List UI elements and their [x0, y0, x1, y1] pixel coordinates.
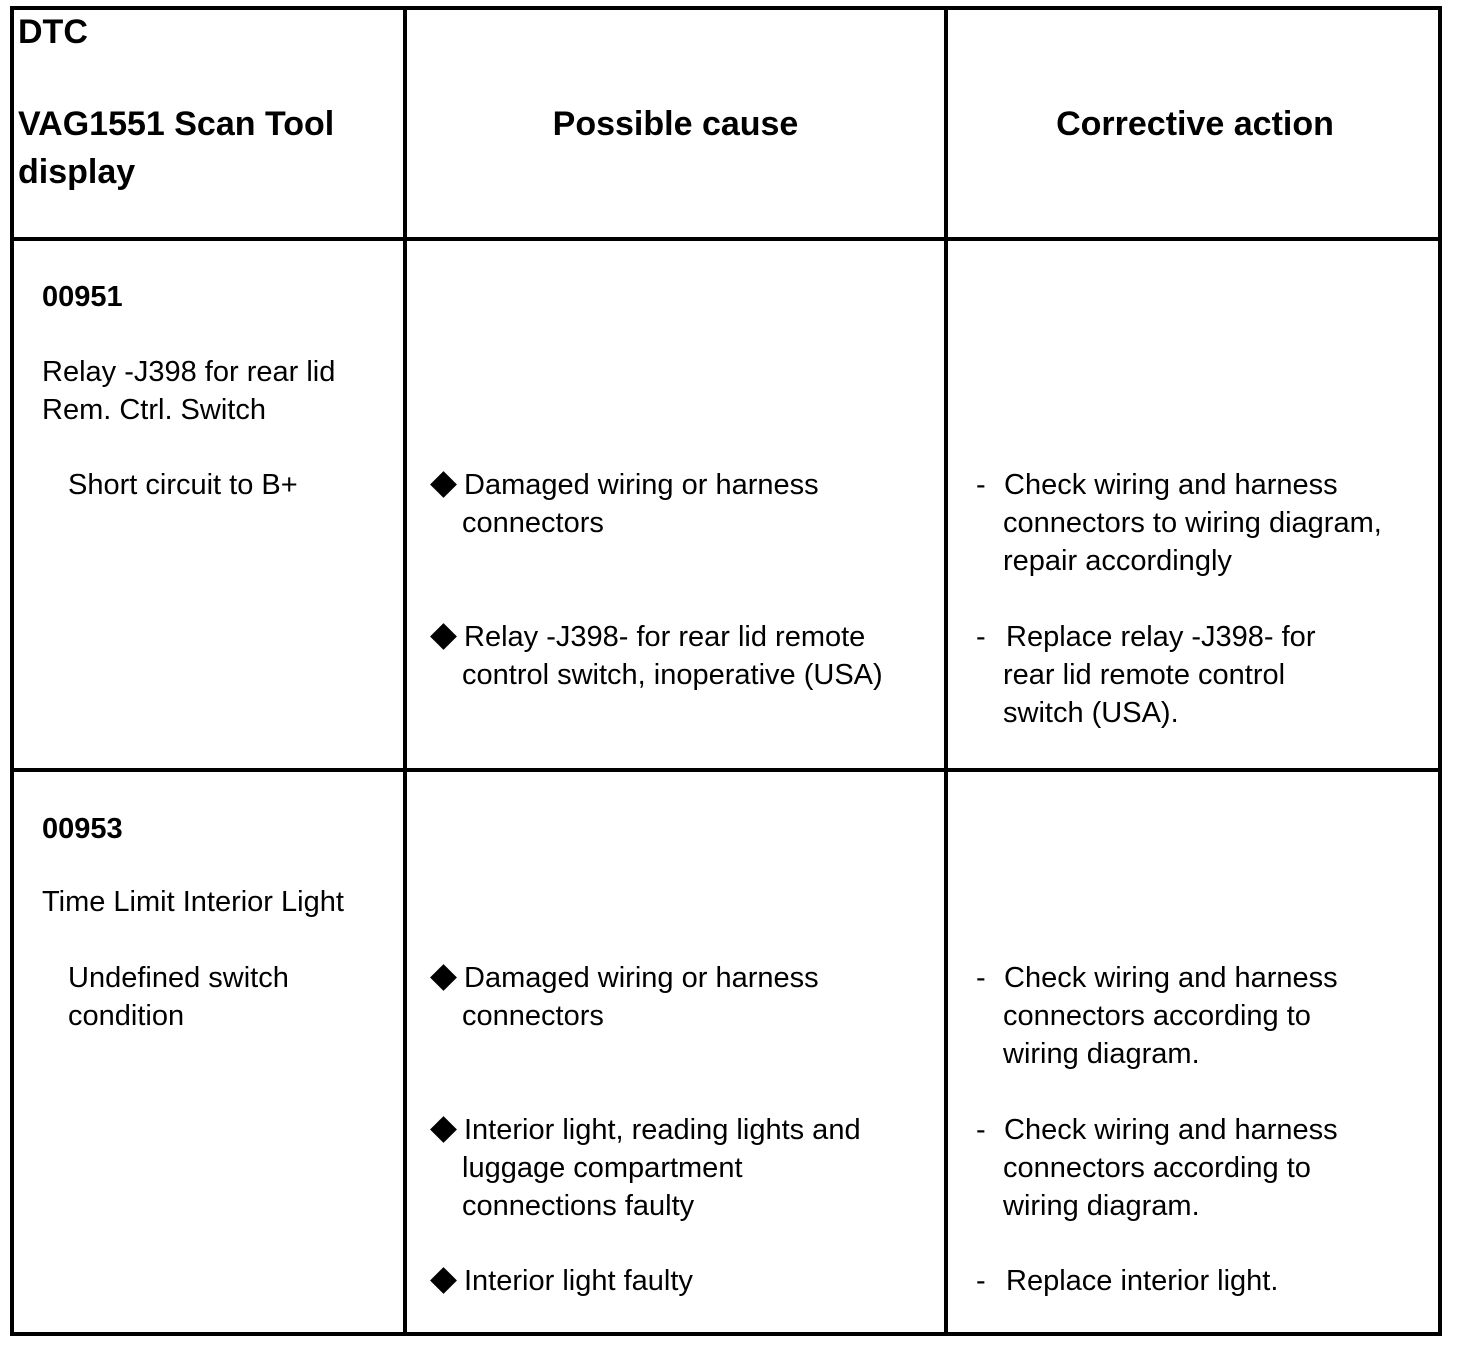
cause-text: Interior light faulty [464, 1265, 693, 1297]
action-text-line-3: repair accordingly [1003, 545, 1232, 577]
action-dash: - [976, 962, 986, 994]
cause-text-line-2: control switch, inoperative (USA) [462, 659, 883, 691]
cause-text-line-2: connectors [462, 1000, 604, 1032]
action-text-line-3: switch (USA). [1003, 697, 1179, 729]
action-dash: - [976, 621, 986, 653]
action-dash: - [976, 1265, 986, 1297]
column-divider-2 [944, 6, 948, 1336]
cause-text-line-2: connectors [462, 507, 604, 539]
cause-text-line-2: luggage compartment [462, 1152, 743, 1184]
cause-text: Damaged wiring or harness [464, 962, 819, 994]
action-text-line-2: connectors to wiring diagram, [1003, 507, 1382, 539]
action-text: Check wiring and harness [1004, 469, 1338, 501]
dtc-name: Time Limit Interior Light [42, 886, 344, 918]
action-text: Replace interior light. [1006, 1265, 1279, 1297]
cause-text: Relay -J398- for rear lid remote [464, 621, 866, 653]
row-divider [10, 768, 1442, 772]
action-text-line-2: connectors according to [1003, 1000, 1311, 1032]
cause-text: Interior light, reading lights and [464, 1114, 861, 1146]
header-dtc-title: DTC [18, 13, 88, 51]
action-text: Check wiring and harness [1004, 1114, 1338, 1146]
dtc-condition: Short circuit to B+ [68, 469, 298, 501]
dtc-condition-line-2: condition [68, 1000, 185, 1032]
cause-text-line-3: connections faulty [462, 1190, 695, 1222]
header-dtc-subtitle-2: display [18, 153, 136, 191]
dtc-code: 00951 [42, 281, 123, 313]
action-text: Check wiring and harness [1004, 962, 1338, 994]
column-divider-1 [403, 6, 407, 1336]
action-text-line-2: connectors according to [1003, 1152, 1311, 1184]
action-dash: - [976, 469, 986, 501]
header-possible-cause: Possible cause [552, 105, 799, 143]
header-dtc-subtitle: VAG1551 Scan Tool [18, 105, 335, 143]
header-corrective-action: Corrective action [1056, 105, 1334, 143]
action-text: Replace relay -J398- for [1006, 621, 1316, 653]
dtc-code: 00953 [42, 813, 123, 845]
action-text-line-2: rear lid remote control [1003, 659, 1286, 691]
dtc-name: Relay -J398 for rear lid [42, 356, 336, 388]
action-text-line-3: wiring diagram. [1003, 1038, 1200, 1070]
dtc-condition: Undefined switch [68, 962, 289, 994]
header-divider [10, 237, 1442, 241]
cause-text: Damaged wiring or harness [464, 469, 819, 501]
action-dash: - [976, 1114, 986, 1146]
action-text-line-3: wiring diagram. [1003, 1190, 1200, 1222]
dtc-name-line-2: Rem. Ctrl. Switch [42, 394, 266, 426]
